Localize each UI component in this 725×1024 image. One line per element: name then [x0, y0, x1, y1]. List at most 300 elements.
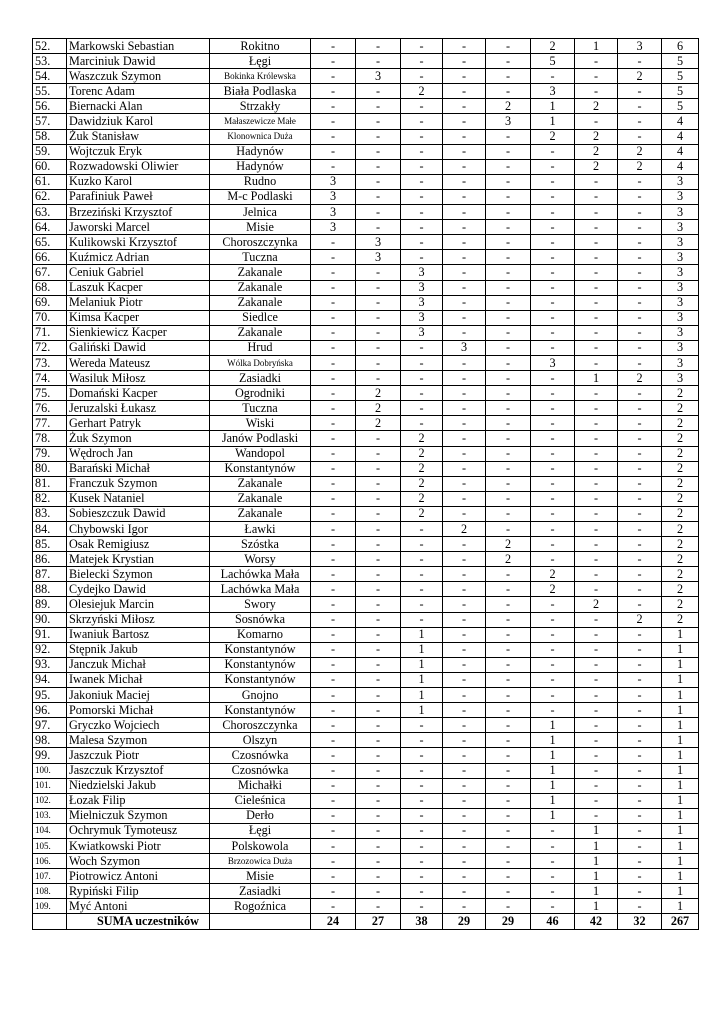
score-cell: -	[443, 84, 486, 99]
score-cell: -	[618, 431, 662, 446]
score-cell: -	[401, 99, 443, 114]
row-number: 108.	[33, 884, 67, 899]
total-score: 1	[662, 778, 699, 793]
score-cell: -	[443, 69, 486, 84]
score-cell: -	[401, 854, 443, 869]
score-cell: -	[443, 129, 486, 144]
score-cell: -	[356, 567, 401, 582]
total-score: 3	[662, 325, 699, 340]
score-cell: -	[443, 838, 486, 853]
table-row	[33, 250, 699, 265]
score-cell: -	[356, 371, 401, 386]
row-number: 79.	[33, 446, 67, 461]
score-cell: -	[618, 250, 662, 265]
score-cell: -	[486, 703, 531, 718]
score-cell: -	[356, 627, 401, 642]
total-score: 1	[662, 703, 699, 718]
score-cell: -	[401, 823, 443, 838]
score-cell: -	[443, 235, 486, 250]
total-score: 1	[662, 718, 699, 733]
row-number: 101.	[33, 778, 67, 793]
score-cell: -	[486, 657, 531, 672]
score-cell: 3	[401, 325, 443, 340]
score-cell: -	[531, 522, 575, 537]
total-score: 2	[662, 612, 699, 627]
participant-name: Kulikowski Krzysztof	[67, 235, 210, 250]
table-row	[33, 823, 699, 838]
score-cell: 3	[531, 355, 575, 370]
score-cell: 1	[401, 627, 443, 642]
score-cell: -	[356, 144, 401, 159]
summary-total: 267	[662, 914, 699, 930]
row-number: 77.	[33, 416, 67, 431]
score-cell: -	[401, 778, 443, 793]
score-cell: -	[618, 522, 662, 537]
score-cell: -	[443, 763, 486, 778]
row-number: 81.	[33, 476, 67, 491]
locality: Gnojno	[210, 688, 311, 703]
score-cell: 2	[401, 476, 443, 491]
table-row	[33, 401, 699, 416]
score-cell: -	[311, 838, 356, 853]
score-cell: -	[531, 69, 575, 84]
score-cell: -	[575, 552, 618, 567]
score-cell: -	[531, 688, 575, 703]
score-cell: -	[311, 899, 356, 914]
score-cell: -	[618, 461, 662, 476]
participant-name: Dawidziuk Karol	[67, 114, 210, 129]
table-row	[33, 672, 699, 687]
total-score: 2	[662, 552, 699, 567]
score-cell: -	[401, 718, 443, 733]
table-row	[33, 597, 699, 612]
score-cell: -	[575, 537, 618, 552]
score-cell: -	[401, 159, 443, 174]
participant-name: Matejek Krystian	[67, 552, 210, 567]
score-cell: -	[531, 371, 575, 386]
score-cell: -	[311, 446, 356, 461]
score-cell: 2	[486, 99, 531, 114]
score-cell: 3	[311, 205, 356, 220]
score-cell: -	[486, 823, 531, 838]
row-number: 102.	[33, 793, 67, 808]
locality: Małaszewicze Małe	[210, 114, 311, 129]
score-cell: -	[618, 280, 662, 295]
locality: Choroszczynka	[210, 235, 311, 250]
score-cell: -	[618, 386, 662, 401]
locality: Swory	[210, 597, 311, 612]
score-cell: 3	[311, 174, 356, 189]
score-cell: 3	[443, 340, 486, 355]
score-cell: -	[356, 205, 401, 220]
score-cell: -	[311, 476, 356, 491]
score-cell: -	[356, 340, 401, 355]
row-number: 59.	[33, 144, 67, 159]
score-cell: 2	[618, 612, 662, 627]
table-row	[33, 99, 699, 114]
score-cell: 1	[575, 371, 618, 386]
participant-name: Sienkiewicz Kacper	[67, 325, 210, 340]
locality: Hrud	[210, 340, 311, 355]
summary-row	[33, 914, 699, 930]
score-cell: -	[575, 69, 618, 84]
score-cell: -	[618, 642, 662, 657]
total-score: 1	[662, 748, 699, 763]
table-row	[33, 733, 699, 748]
score-cell: -	[311, 280, 356, 295]
score-cell: -	[311, 99, 356, 114]
participant-name: Olesiejuk Marcin	[67, 597, 210, 612]
participant-name: Gerhart Patryk	[67, 416, 210, 431]
score-cell: 1	[575, 823, 618, 838]
participant-name: Jaszczuk Piotr	[67, 748, 210, 763]
table-row	[33, 838, 699, 853]
summary-value: 24	[311, 914, 356, 930]
total-score: 3	[662, 265, 699, 280]
total-score: 3	[662, 250, 699, 265]
score-cell: -	[575, 567, 618, 582]
score-cell: -	[575, 491, 618, 506]
score-cell: -	[618, 793, 662, 808]
table-row	[33, 416, 699, 431]
score-cell: -	[531, 386, 575, 401]
locality: Misie	[210, 220, 311, 235]
total-score: 4	[662, 144, 699, 159]
score-cell: -	[443, 884, 486, 899]
total-score: 5	[662, 69, 699, 84]
score-cell: 1	[575, 39, 618, 54]
score-cell: -	[356, 39, 401, 54]
row-number: 104.	[33, 823, 67, 838]
total-score: 1	[662, 642, 699, 657]
score-cell: -	[618, 295, 662, 310]
score-cell: -	[356, 778, 401, 793]
score-cell: -	[356, 899, 401, 914]
score-cell: -	[531, 657, 575, 672]
score-cell: -	[575, 54, 618, 69]
score-cell: -	[486, 672, 531, 687]
participant-name: Iwaniuk Bartosz	[67, 627, 210, 642]
score-cell: 3	[311, 220, 356, 235]
score-cell: -	[401, 793, 443, 808]
table-row	[33, 582, 699, 597]
locality: Lachówka Mała	[210, 567, 311, 582]
row-number: 64.	[33, 220, 67, 235]
score-cell: -	[618, 174, 662, 189]
table-row	[33, 235, 699, 250]
score-cell: -	[356, 431, 401, 446]
row-number: 92.	[33, 642, 67, 657]
locality: Hadynów	[210, 159, 311, 174]
score-cell: -	[575, 174, 618, 189]
score-cell: -	[486, 748, 531, 763]
total-score: 6	[662, 39, 699, 54]
total-score: 1	[662, 838, 699, 853]
table-row	[33, 808, 699, 823]
total-score: 1	[662, 869, 699, 884]
score-cell: -	[575, 657, 618, 672]
score-cell: -	[311, 718, 356, 733]
score-cell: -	[311, 461, 356, 476]
locality: Derło	[210, 808, 311, 823]
score-cell: -	[443, 688, 486, 703]
score-cell: 2	[575, 597, 618, 612]
score-cell: 1	[401, 657, 443, 672]
score-cell: -	[443, 295, 486, 310]
total-score: 5	[662, 54, 699, 69]
score-cell: -	[618, 884, 662, 899]
score-cell: -	[401, 808, 443, 823]
score-cell: -	[443, 854, 486, 869]
score-cell: 1	[531, 748, 575, 763]
score-cell: -	[311, 657, 356, 672]
score-cell: -	[401, 838, 443, 853]
score-cell: 3	[486, 114, 531, 129]
score-cell: -	[618, 672, 662, 687]
score-cell: -	[443, 250, 486, 265]
score-cell: 2	[531, 582, 575, 597]
total-score: 2	[662, 446, 699, 461]
row-number: 87.	[33, 567, 67, 582]
score-cell: 1	[401, 672, 443, 687]
score-cell: 1	[575, 838, 618, 853]
row-number: 74.	[33, 371, 67, 386]
score-cell: -	[311, 114, 356, 129]
score-cell: 1	[531, 718, 575, 733]
row-number: 97.	[33, 718, 67, 733]
score-cell: -	[401, 884, 443, 899]
score-cell: -	[443, 416, 486, 431]
score-cell: -	[575, 446, 618, 461]
score-cell: -	[575, 401, 618, 416]
table-row	[33, 189, 699, 204]
score-cell: -	[356, 808, 401, 823]
row-number: 65.	[33, 235, 67, 250]
row-number: 58.	[33, 129, 67, 144]
score-cell: -	[486, 386, 531, 401]
total-score: 3	[662, 310, 699, 325]
score-cell: 1	[531, 114, 575, 129]
score-cell: 5	[531, 54, 575, 69]
score-cell: -	[575, 748, 618, 763]
table-row	[33, 144, 699, 159]
row-number: 55.	[33, 84, 67, 99]
score-cell: -	[486, 688, 531, 703]
score-cell: -	[618, 582, 662, 597]
score-cell: -	[618, 552, 662, 567]
score-cell: -	[486, 280, 531, 295]
participant-name: Janczuk Michał	[67, 657, 210, 672]
score-cell: -	[443, 808, 486, 823]
table-row	[33, 386, 699, 401]
score-cell: -	[356, 763, 401, 778]
score-cell: -	[486, 642, 531, 657]
total-score: 3	[662, 340, 699, 355]
table-row	[33, 869, 699, 884]
table-row	[33, 431, 699, 446]
row-number: 54.	[33, 69, 67, 84]
score-cell: 1	[531, 733, 575, 748]
row-number: 75.	[33, 386, 67, 401]
row-number: 91.	[33, 627, 67, 642]
summary-value: 38	[401, 914, 443, 930]
score-cell: -	[575, 340, 618, 355]
score-cell: -	[531, 265, 575, 280]
locality: Klonownica Duża	[210, 129, 311, 144]
table-row	[33, 884, 699, 899]
locality: Rokitno	[210, 39, 311, 54]
row-number: 61.	[33, 174, 67, 189]
locality: Rudno	[210, 174, 311, 189]
score-cell: -	[401, 763, 443, 778]
score-cell: -	[531, 446, 575, 461]
total-score: 2	[662, 567, 699, 582]
score-cell: -	[356, 793, 401, 808]
score-cell: -	[486, 54, 531, 69]
score-cell: -	[311, 748, 356, 763]
score-cell: 2	[575, 129, 618, 144]
score-cell: 1	[401, 703, 443, 718]
score-cell: -	[486, 793, 531, 808]
score-cell: -	[356, 838, 401, 853]
score-cell: -	[618, 627, 662, 642]
score-cell: -	[356, 461, 401, 476]
participant-name: Malesa Szymon	[67, 733, 210, 748]
score-cell: -	[618, 778, 662, 793]
score-cell: -	[401, 371, 443, 386]
table-row	[33, 205, 699, 220]
score-cell: -	[618, 476, 662, 491]
score-cell: -	[401, 220, 443, 235]
score-cell: -	[531, 159, 575, 174]
score-cell: -	[356, 491, 401, 506]
total-score: 3	[662, 174, 699, 189]
row-number: 95.	[33, 688, 67, 703]
score-cell: -	[311, 778, 356, 793]
score-cell: 2	[618, 69, 662, 84]
score-cell: -	[356, 84, 401, 99]
total-score: 2	[662, 461, 699, 476]
total-score: 3	[662, 235, 699, 250]
score-cell: -	[575, 808, 618, 823]
locality: Konstantynów	[210, 672, 311, 687]
locality: Czosnówka	[210, 763, 311, 778]
score-cell: -	[443, 325, 486, 340]
score-cell: -	[618, 733, 662, 748]
score-cell: -	[618, 763, 662, 778]
score-cell: -	[356, 854, 401, 869]
score-cell: -	[443, 431, 486, 446]
score-cell: -	[531, 250, 575, 265]
row-number: 53.	[33, 54, 67, 69]
score-cell: -	[618, 265, 662, 280]
summary-lp-cell	[33, 914, 67, 930]
score-cell: -	[575, 355, 618, 370]
score-cell: -	[486, 144, 531, 159]
score-cell: -	[575, 506, 618, 521]
row-number: 62.	[33, 189, 67, 204]
score-cell: -	[401, 582, 443, 597]
score-cell: -	[311, 597, 356, 612]
score-cell: -	[356, 220, 401, 235]
score-cell: -	[401, 144, 443, 159]
score-cell: -	[531, 597, 575, 612]
score-cell: -	[531, 476, 575, 491]
locality: Tuczna	[210, 250, 311, 265]
row-number: 78.	[33, 431, 67, 446]
score-cell: -	[618, 567, 662, 582]
score-cell: -	[575, 250, 618, 265]
score-cell: -	[575, 778, 618, 793]
locality: Biała Podlaska	[210, 84, 311, 99]
score-cell: -	[443, 748, 486, 763]
locality: M-c Podlaski	[210, 189, 311, 204]
score-cell: 2	[618, 144, 662, 159]
row-number: 93.	[33, 657, 67, 672]
participant-name: Markowski Sebastian	[67, 39, 210, 54]
score-cell: -	[486, 265, 531, 280]
score-cell: -	[311, 371, 356, 386]
participant-name: Domański Kacper	[67, 386, 210, 401]
table-row	[33, 552, 699, 567]
participant-name: Iwanek Michał	[67, 672, 210, 687]
score-cell: 2	[575, 99, 618, 114]
score-cell: -	[356, 446, 401, 461]
score-cell: -	[618, 54, 662, 69]
score-cell: -	[575, 265, 618, 280]
score-cell: -	[618, 310, 662, 325]
score-cell: -	[401, 899, 443, 914]
score-cell: -	[356, 688, 401, 703]
row-number: 82.	[33, 491, 67, 506]
score-cell: -	[486, 854, 531, 869]
row-number: 98.	[33, 733, 67, 748]
score-cell: -	[486, 235, 531, 250]
total-score: 1	[662, 672, 699, 687]
score-cell: 2	[531, 567, 575, 582]
score-cell: -	[575, 325, 618, 340]
row-number: 89.	[33, 597, 67, 612]
score-cell: -	[531, 144, 575, 159]
score-cell: 2	[356, 401, 401, 416]
score-cell: 1	[531, 793, 575, 808]
total-score: 2	[662, 582, 699, 597]
table-row	[33, 69, 699, 84]
score-cell: -	[311, 129, 356, 144]
total-score: 4	[662, 129, 699, 144]
table-row	[33, 371, 699, 386]
score-cell: -	[443, 220, 486, 235]
participant-name: Chybowski Igor	[67, 522, 210, 537]
participant-name: Mielniczuk Szymon	[67, 808, 210, 823]
row-number: 69.	[33, 295, 67, 310]
score-cell: -	[311, 552, 356, 567]
score-cell: -	[575, 220, 618, 235]
total-score: 2	[662, 506, 699, 521]
total-score: 1	[662, 823, 699, 838]
score-cell: 2	[401, 446, 443, 461]
score-cell: -	[311, 144, 356, 159]
score-cell: -	[486, 401, 531, 416]
locality: Wólka Dobryńska	[210, 355, 311, 370]
score-cell: -	[356, 733, 401, 748]
table-row	[33, 355, 699, 370]
score-cell: -	[575, 522, 618, 537]
score-cell: -	[356, 114, 401, 129]
score-cell: 1	[531, 778, 575, 793]
row-number: 85.	[33, 537, 67, 552]
participant-name: Łozak Filip	[67, 793, 210, 808]
